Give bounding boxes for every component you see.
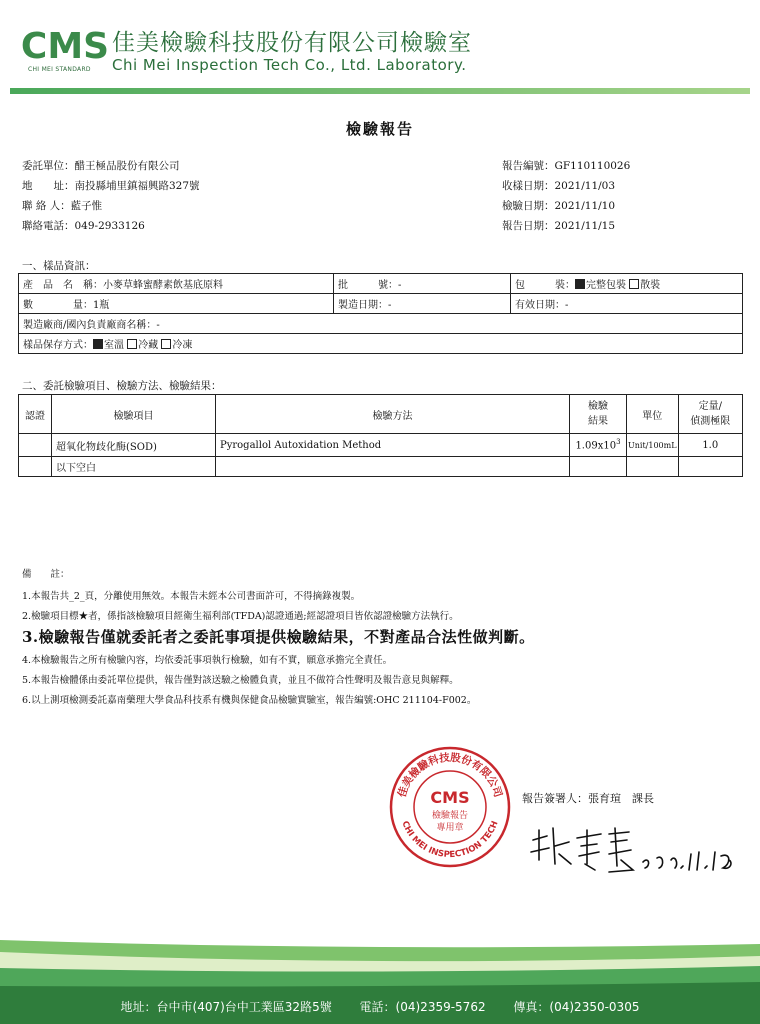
test-date: 檢驗日期：2021/11/10 — [502, 200, 616, 212]
blank-method — [216, 457, 570, 477]
note-2: 2.檢驗項目標★者，係指該檢驗項目經衛生福利部(TFDA)認證通過;經認證項目皆依認證檢驗方法執行。 — [22, 611, 459, 622]
inspection-stamp — [388, 745, 512, 869]
handwritten-signature — [525, 820, 750, 880]
storage-cell — [19, 334, 743, 354]
storage-room-temp: 室溫 — [104, 340, 124, 351]
batch-number: 批 號：- — [334, 274, 511, 294]
table-row — [19, 334, 743, 354]
table-row — [19, 294, 743, 314]
blank-limit — [678, 457, 742, 477]
table-row — [19, 457, 743, 477]
client-contact: 聯 絡 人：藍子惟 — [22, 200, 103, 212]
col-result-line2: 結果 — [588, 416, 608, 427]
footer-contact — [0, 998, 760, 1015]
header-divider — [10, 88, 750, 94]
col-result-line1: 檢驗 — [588, 401, 608, 412]
col-limit-line1: 定量/ — [698, 401, 722, 412]
client-unit: 委託單位：醋王極品股份有限公司 — [22, 160, 180, 172]
note-5: 5.本報告檢體係由委託單位提供，報告僅對該送驗之檢體負責，並且不做符合性聲明及報告意見與解釋。 — [22, 675, 459, 686]
company-name-zh: 佳美檢驗科技股份有限公司檢驗室 — [112, 30, 472, 56]
col-unit: 單位 — [627, 395, 679, 434]
row-item: 超氧化物歧化酶(SOD) — [52, 434, 216, 457]
expiry-date: 有效日期：- — [511, 294, 743, 314]
received-date: 收樣日期：2021/11/03 — [502, 180, 616, 192]
table-row — [19, 434, 743, 457]
col-limit — [678, 395, 742, 434]
row-method: Pyrogallol Autoxidation Method — [216, 434, 570, 457]
report-date: 報告日期：2021/11/15 — [502, 220, 616, 232]
blank-unit — [627, 457, 679, 477]
table-header-row — [19, 395, 743, 434]
row-cert — [19, 434, 52, 457]
blank-note: 以下空白 — [52, 457, 216, 477]
checkbox-checked-icon — [575, 279, 585, 289]
logo-subtitle: CHI MEI STANDARD — [28, 66, 91, 73]
report-number: 報告編號：GF110110026 — [502, 160, 631, 172]
note-6: 6.以上測項檢測委託嘉南藥理大學食品科技系有機與保健食品檢驗實驗室，報告編號:OHC 211104-F002。 — [22, 695, 477, 706]
col-item: 檢驗項目 — [52, 395, 216, 434]
row-result-base: 1.09x10 — [575, 440, 617, 452]
col-result — [570, 395, 627, 434]
product-name: 產 品 名 稱：小麥草蜂蜜酵素飲基底原料 — [19, 274, 334, 294]
report-info — [502, 156, 630, 236]
checkbox-checked-icon — [93, 339, 103, 349]
note-4: 4.本檢驗報告之所有檢驗內容，均依委託事項執行檢驗，如有不實，願意承擔完全責任。 — [22, 655, 393, 666]
footer-address: 地址：台中市(407)台中工業區32路5號 — [120, 1000, 332, 1014]
stamp-line-2: 專用章 — [436, 823, 464, 833]
blank-result — [570, 457, 627, 477]
logo-text: CMS — [20, 26, 110, 67]
client-address: 地 址：南投縣埔里鎮福興路327號 — [22, 180, 200, 192]
col-limit-line2: 偵測極限 — [690, 416, 731, 427]
row-result-exponent: 3 — [616, 438, 621, 447]
checkbox-empty-icon — [161, 339, 171, 349]
manufacture-date: 製造日期：- — [334, 294, 511, 314]
quantity: 數 量：1瓶 — [19, 294, 334, 314]
note-1: 1.本報告共_2_頁，分離使用無效。本報告未經本公司書面許可，不得摘錄複製。 — [22, 591, 361, 602]
sample-table — [18, 273, 743, 354]
blank-cert — [19, 457, 52, 477]
storage-frozen: 冷凍 — [172, 340, 193, 351]
storage-refrigerated: 冷藏 — [138, 340, 159, 351]
col-method: 檢驗方法 — [216, 395, 570, 434]
company-logo — [20, 22, 110, 67]
row-result — [570, 434, 627, 457]
row-limit: 1.0 — [678, 434, 742, 457]
table-row — [19, 274, 743, 294]
footer-fax: 傳真：(04)2350-0305 — [513, 1000, 640, 1014]
tests-section-title: 二、委託檢驗項目、檢驗方法、檢驗結果： — [22, 380, 222, 392]
note-3: 3.檢驗報告僅就委託者之委託事項提供檢驗結果，不對產品合法性做判斷。 — [22, 628, 535, 646]
checkbox-empty-icon — [629, 279, 639, 289]
client-phone: 聯絡電話：049-2933126 — [22, 220, 145, 232]
stamp-ring-top: 佳美檢驗科技股份有限公司 — [396, 751, 504, 799]
report-title: 檢驗報告 — [345, 120, 414, 138]
stamp-logo: CMS — [430, 788, 470, 807]
package-option-complete: 完整包裝 — [586, 280, 626, 291]
sample-section-title: 一、樣品資訊： — [22, 260, 96, 272]
storage-label: 樣品保存方式： — [23, 340, 93, 351]
tests-table — [18, 394, 743, 477]
manufacturer: 製造廠商/國內負責廠商名稱：- — [19, 314, 743, 334]
company-name-en: Chi Mei Inspection Tech Co., Ltd. Laboratory. — [112, 56, 467, 74]
footer-phone: 電話：(04)2359-5762 — [359, 1000, 486, 1014]
checkbox-empty-icon — [127, 339, 137, 349]
package-label: 包 裝： — [515, 280, 575, 291]
client-info — [22, 156, 200, 236]
table-row — [19, 314, 743, 334]
package-cell — [511, 274, 743, 294]
signer-name: 報告簽署人：張育瑄 課長 — [522, 792, 654, 805]
notes-heading: 備 註： — [22, 569, 70, 580]
stamp-ring-bottom: CHI MEI INSPECTION TECH — [399, 819, 501, 861]
row-unit: Unit/100mL — [627, 434, 679, 457]
stamp-line-1: 檢驗報告 — [431, 811, 469, 821]
col-cert: 認證 — [19, 395, 52, 434]
package-option-bulk: 散裝 — [640, 280, 661, 291]
